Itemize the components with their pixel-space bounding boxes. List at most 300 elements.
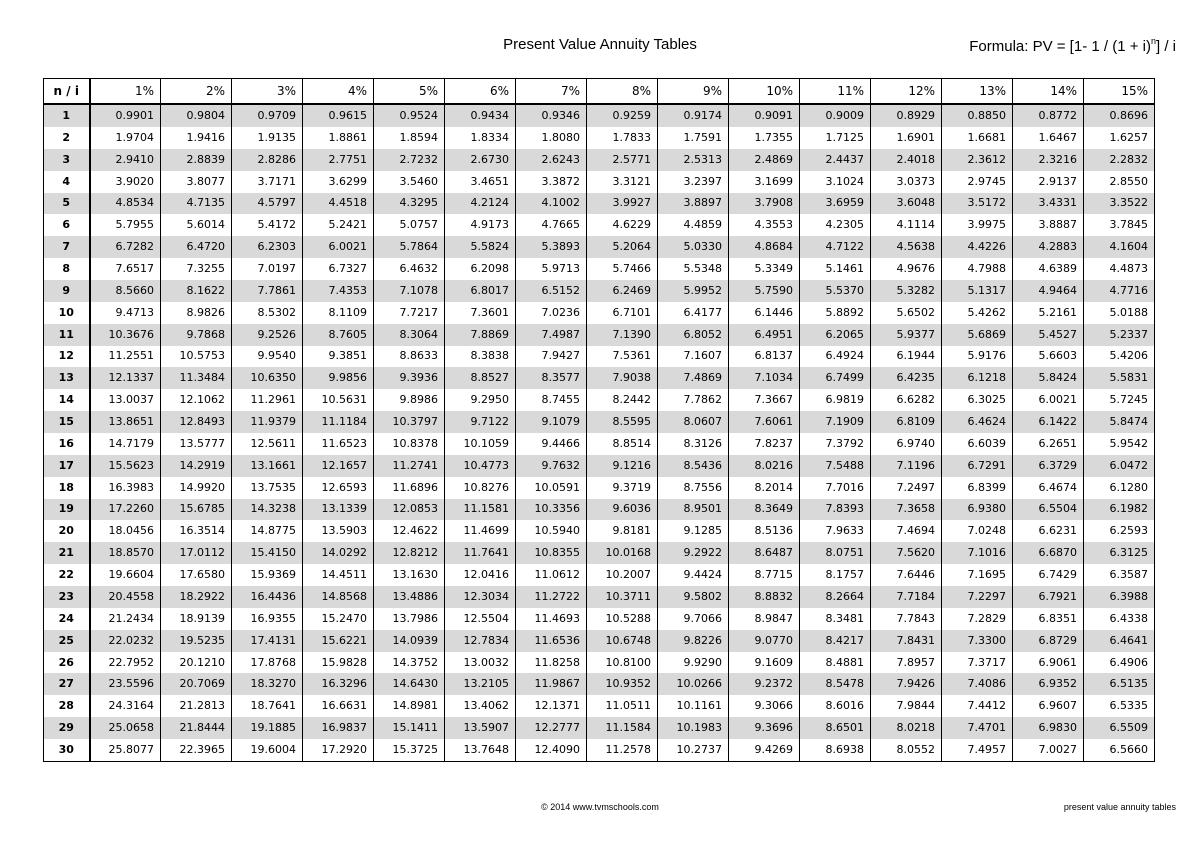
value-cell: 2.6730 (445, 149, 516, 171)
value-cell: 7.1016 (942, 542, 1013, 564)
value-cell: 8.0216 (729, 455, 800, 477)
value-cell: 12.4090 (516, 739, 587, 761)
value-cell: 5.6603 (1013, 346, 1084, 368)
value-cell: 10.6748 (587, 630, 658, 652)
value-cell: 4.9464 (1013, 280, 1084, 302)
value-cell: 9.2922 (658, 542, 729, 564)
value-cell: 10.1983 (658, 717, 729, 739)
value-cell: 10.2007 (587, 564, 658, 586)
value-cell: 6.6870 (1013, 542, 1084, 564)
value-cell: 0.8696 (1084, 104, 1155, 127)
value-cell: 16.3983 (90, 477, 161, 499)
value-cell: 8.4217 (800, 630, 871, 652)
value-cell: 17.6580 (161, 564, 232, 586)
period-cell: 26 (44, 652, 90, 674)
value-cell: 8.2442 (587, 389, 658, 411)
value-cell: 4.7665 (516, 214, 587, 236)
rate-header: 6% (445, 79, 516, 105)
value-cell: 6.7499 (800, 367, 871, 389)
period-cell: 20 (44, 520, 90, 542)
value-cell: 18.2922 (161, 586, 232, 608)
rate-header: 11% (800, 79, 871, 105)
value-cell: 5.0188 (1084, 302, 1155, 324)
value-cell: 9.2526 (232, 324, 303, 346)
value-cell: 6.2065 (800, 324, 871, 346)
corner-label: n / i (44, 79, 90, 105)
value-cell: 5.5831 (1084, 367, 1155, 389)
value-cell: 3.7908 (729, 193, 800, 215)
formula-exponent: n (1150, 36, 1156, 46)
value-cell: 9.7066 (658, 608, 729, 630)
value-cell: 5.8424 (1013, 367, 1084, 389)
table-row (44, 389, 1155, 411)
value-cell: 11.6536 (516, 630, 587, 652)
value-cell: 3.5460 (374, 171, 445, 193)
formula-suffix: ] / i (1155, 38, 1176, 55)
value-cell: 6.9061 (1013, 652, 1084, 674)
table-header-row (44, 79, 1155, 105)
value-cell: 6.7291 (942, 455, 1013, 477)
value-cell: 2.6243 (516, 149, 587, 171)
value-cell: 6.3125 (1084, 542, 1155, 564)
period-cell: 27 (44, 673, 90, 695)
value-cell: 10.0591 (516, 477, 587, 499)
table-row (44, 171, 1155, 193)
table-row (44, 193, 1155, 215)
value-cell: 8.1109 (303, 302, 374, 324)
value-cell: 0.9615 (303, 104, 374, 127)
value-cell: 11.3484 (161, 367, 232, 389)
value-cell: 8.3126 (658, 433, 729, 455)
value-cell: 1.6681 (942, 127, 1013, 149)
value-cell: 20.7069 (161, 673, 232, 695)
value-cell: 8.0607 (658, 411, 729, 433)
value-cell: 21.8444 (161, 717, 232, 739)
value-cell: 3.6959 (800, 193, 871, 215)
value-cell: 8.0751 (800, 542, 871, 564)
value-cell: 15.1411 (374, 717, 445, 739)
rate-header: 14% (1013, 79, 1084, 105)
page-title: Present Value Annuity Tables (503, 36, 697, 53)
value-cell: 14.8775 (232, 520, 303, 542)
value-cell: 8.5478 (800, 673, 871, 695)
value-cell: 5.9542 (1084, 433, 1155, 455)
value-cell: 7.6517 (90, 258, 161, 280)
value-cell: 19.5235 (161, 630, 232, 652)
value-cell: 8.1622 (161, 280, 232, 302)
value-cell: 4.2124 (445, 193, 516, 215)
value-cell: 7.3658 (871, 499, 942, 521)
value-cell: 7.7184 (871, 586, 942, 608)
value-cell: 1.9416 (161, 127, 232, 149)
value-cell: 1.7591 (658, 127, 729, 149)
value-cell: 8.3064 (374, 324, 445, 346)
value-cell: 13.1630 (374, 564, 445, 586)
value-cell: 1.7125 (800, 127, 871, 149)
value-cell: 9.5802 (658, 586, 729, 608)
table-row (44, 280, 1155, 302)
value-cell: 4.9173 (445, 214, 516, 236)
value-cell: 7.7861 (232, 280, 303, 302)
value-cell: 7.4353 (303, 280, 374, 302)
value-cell: 8.1757 (800, 564, 871, 586)
value-cell: 4.4226 (942, 236, 1013, 258)
table-row (44, 258, 1155, 280)
value-cell: 3.3121 (587, 171, 658, 193)
value-cell: 17.2920 (303, 739, 374, 761)
value-cell: 6.9607 (1013, 695, 1084, 717)
value-cell: 5.2421 (303, 214, 374, 236)
value-cell: 12.4622 (374, 520, 445, 542)
value-cell: 7.2497 (871, 477, 942, 499)
value-cell: 11.2551 (90, 346, 161, 368)
period-cell: 29 (44, 717, 90, 739)
table-row (44, 477, 1155, 499)
value-cell: 7.0248 (942, 520, 1013, 542)
value-cell: 7.1390 (587, 324, 658, 346)
value-cell: 6.2651 (1013, 433, 1084, 455)
value-cell: 7.2829 (942, 608, 1013, 630)
value-cell: 6.3025 (942, 389, 1013, 411)
value-cell: 1.9135 (232, 127, 303, 149)
rate-header: 12% (871, 79, 942, 105)
value-cell: 8.3838 (445, 346, 516, 368)
value-cell: 11.0612 (516, 564, 587, 586)
value-cell: 9.4269 (729, 739, 800, 761)
table-row (44, 302, 1155, 324)
value-cell: 8.5436 (658, 455, 729, 477)
value-cell: 8.5302 (232, 302, 303, 324)
value-cell: 3.0373 (871, 171, 942, 193)
period-cell: 1 (44, 104, 90, 127)
value-cell: 0.8772 (1013, 104, 1084, 127)
value-cell: 13.8651 (90, 411, 161, 433)
value-cell: 19.6604 (90, 564, 161, 586)
value-cell: 13.5903 (303, 520, 374, 542)
value-cell: 11.2741 (374, 455, 445, 477)
value-cell: 3.9975 (942, 214, 1013, 236)
rate-header: 7% (516, 79, 587, 105)
value-cell: 6.4624 (942, 411, 1013, 433)
value-cell: 7.7016 (800, 477, 871, 499)
value-cell: 18.8570 (90, 542, 161, 564)
value-cell: 8.2014 (729, 477, 800, 499)
value-cell: 10.9352 (587, 673, 658, 695)
value-cell: 7.8393 (800, 499, 871, 521)
value-cell: 4.2883 (1013, 236, 1084, 258)
value-cell: 6.7282 (90, 236, 161, 258)
period-cell: 3 (44, 149, 90, 171)
value-cell: 5.9952 (658, 280, 729, 302)
value-cell: 6.4951 (729, 324, 800, 346)
value-cell: 1.9704 (90, 127, 161, 149)
value-cell: 12.8212 (374, 542, 445, 564)
value-cell: 14.0939 (374, 630, 445, 652)
value-cell: 22.3965 (161, 739, 232, 761)
value-cell: 22.7952 (90, 652, 161, 674)
value-cell: 10.8276 (445, 477, 516, 499)
value-cell: 16.9837 (303, 717, 374, 739)
value-cell: 4.8684 (729, 236, 800, 258)
value-cell: 1.8861 (303, 127, 374, 149)
value-cell: 14.8981 (374, 695, 445, 717)
table-row (44, 433, 1155, 455)
table-row (44, 346, 1155, 368)
value-cell: 14.8568 (303, 586, 374, 608)
value-cell: 3.8077 (161, 171, 232, 193)
table-row (44, 411, 1155, 433)
value-cell: 12.7834 (445, 630, 516, 652)
value-cell: 6.7429 (1013, 564, 1084, 586)
value-cell: 7.4869 (658, 367, 729, 389)
value-cell: 11.8258 (516, 652, 587, 674)
value-cell: 9.3936 (374, 367, 445, 389)
value-cell: 5.7864 (374, 236, 445, 258)
rate-header: 10% (729, 79, 800, 105)
value-cell: 14.3238 (232, 499, 303, 521)
value-cell: 14.3752 (374, 652, 445, 674)
value-cell: 12.5611 (232, 433, 303, 455)
value-cell: 4.1002 (516, 193, 587, 215)
value-cell: 9.7632 (516, 455, 587, 477)
period-cell: 7 (44, 236, 90, 258)
value-cell: 2.7751 (303, 149, 374, 171)
value-cell: 6.0021 (303, 236, 374, 258)
value-cell: 0.9709 (232, 104, 303, 127)
value-cell: 9.3696 (729, 717, 800, 739)
value-cell: 13.0037 (90, 389, 161, 411)
value-cell: 8.6501 (800, 717, 871, 739)
value-cell: 10.0266 (658, 673, 729, 695)
value-cell: 8.3481 (800, 608, 871, 630)
value-cell: 8.9501 (658, 499, 729, 521)
value-cell: 2.3612 (942, 149, 1013, 171)
value-cell: 7.2297 (942, 586, 1013, 608)
value-cell: 7.4957 (942, 739, 1013, 761)
value-cell: 9.6036 (587, 499, 658, 521)
value-cell: 12.1062 (161, 389, 232, 411)
value-cell: 3.8897 (658, 193, 729, 215)
value-cell: 10.3797 (374, 411, 445, 433)
value-cell: 8.8633 (374, 346, 445, 368)
value-cell: 10.2737 (658, 739, 729, 761)
value-cell: 3.1699 (729, 171, 800, 193)
value-cell: 3.7171 (232, 171, 303, 193)
value-cell: 10.5288 (587, 608, 658, 630)
value-cell: 1.6901 (871, 127, 942, 149)
value-cell: 6.1982 (1084, 499, 1155, 521)
value-cell: 0.9009 (800, 104, 871, 127)
period-cell: 22 (44, 564, 90, 586)
value-cell: 0.9901 (90, 104, 161, 127)
value-cell: 5.5824 (445, 236, 516, 258)
value-cell: 17.8768 (232, 652, 303, 674)
value-cell: 6.8137 (729, 346, 800, 368)
value-cell: 3.1024 (800, 171, 871, 193)
value-cell: 21.2813 (161, 695, 232, 717)
value-cell: 6.1422 (1013, 411, 1084, 433)
value-cell: 2.4869 (729, 149, 800, 171)
period-cell: 18 (44, 477, 90, 499)
value-cell: 7.7862 (658, 389, 729, 411)
value-cell: 5.9377 (871, 324, 942, 346)
value-cell: 0.9259 (587, 104, 658, 127)
value-cell: 25.8077 (90, 739, 161, 761)
value-cell: 17.4131 (232, 630, 303, 652)
table-row (44, 586, 1155, 608)
value-cell: 0.9804 (161, 104, 232, 127)
value-cell: 7.3601 (445, 302, 516, 324)
value-cell: 9.9540 (232, 346, 303, 368)
period-cell: 8 (44, 258, 90, 280)
value-cell: 10.5753 (161, 346, 232, 368)
value-cell: 6.8351 (1013, 608, 1084, 630)
value-cell: 0.9174 (658, 104, 729, 127)
value-cell: 5.4527 (1013, 324, 1084, 346)
value-cell: 9.1079 (516, 411, 587, 433)
value-cell: 6.9352 (1013, 673, 1084, 695)
value-cell: 10.3676 (90, 324, 161, 346)
value-cell: 13.7648 (445, 739, 516, 761)
value-cell: 10.5940 (516, 520, 587, 542)
value-cell: 2.7232 (374, 149, 445, 171)
table-row (44, 499, 1155, 521)
value-cell: 15.6785 (161, 499, 232, 521)
value-cell: 3.9020 (90, 171, 161, 193)
value-cell: 7.1695 (942, 564, 1013, 586)
value-cell: 7.6061 (729, 411, 800, 433)
value-cell: 10.3356 (516, 499, 587, 521)
value-cell: 14.2919 (161, 455, 232, 477)
value-cell: 3.7845 (1084, 214, 1155, 236)
value-cell: 5.2064 (587, 236, 658, 258)
value-cell: 7.4694 (871, 520, 942, 542)
value-cell: 7.5361 (587, 346, 658, 368)
value-cell: 7.1909 (800, 411, 871, 433)
value-cell: 5.9176 (942, 346, 1013, 368)
value-cell: 4.6389 (1013, 258, 1084, 280)
value-cell: 5.6502 (871, 302, 942, 324)
value-cell: 15.6221 (303, 630, 374, 652)
value-cell: 2.8839 (161, 149, 232, 171)
value-cell: 11.2961 (232, 389, 303, 411)
value-cell: 9.8226 (658, 630, 729, 652)
table-row (44, 149, 1155, 171)
value-cell: 6.5504 (1013, 499, 1084, 521)
value-cell: 6.3729 (1013, 455, 1084, 477)
value-cell: 16.9355 (232, 608, 303, 630)
table-row (44, 695, 1155, 717)
value-cell: 4.1114 (871, 214, 942, 236)
value-cell: 12.6593 (303, 477, 374, 499)
table-row (44, 455, 1155, 477)
value-cell: 25.0658 (90, 717, 161, 739)
value-cell: 6.8109 (871, 411, 942, 433)
value-cell: 2.9137 (1013, 171, 1084, 193)
value-cell: 3.5172 (942, 193, 1013, 215)
value-cell: 12.8493 (161, 411, 232, 433)
value-cell: 7.6446 (871, 564, 942, 586)
value-cell: 9.1216 (587, 455, 658, 477)
value-cell: 2.8550 (1084, 171, 1155, 193)
value-cell: 7.3717 (942, 652, 1013, 674)
value-cell: 1.7355 (729, 127, 800, 149)
value-cell: 23.5596 (90, 673, 161, 695)
value-cell: 6.9819 (800, 389, 871, 411)
value-cell: 12.3034 (445, 586, 516, 608)
value-cell: 5.0757 (374, 214, 445, 236)
value-cell: 7.9038 (587, 367, 658, 389)
formula-prefix: Formula: PV = [1- 1 / (1 + i) (969, 38, 1151, 55)
value-cell: 2.5313 (658, 149, 729, 171)
value-cell: 5.1317 (942, 280, 1013, 302)
value-cell: 5.7955 (90, 214, 161, 236)
value-cell: 8.2664 (800, 586, 871, 608)
value-cell: 8.3577 (516, 367, 587, 389)
value-cell: 7.1607 (658, 346, 729, 368)
table-row (44, 717, 1155, 739)
value-cell: 14.6430 (374, 673, 445, 695)
value-cell: 10.1161 (658, 695, 729, 717)
value-cell: 5.8474 (1084, 411, 1155, 433)
value-cell: 6.4924 (800, 346, 871, 368)
footer-label: present value annuity tables (1063, 802, 1176, 812)
value-cell: 9.1609 (729, 652, 800, 674)
value-cell: 10.0168 (587, 542, 658, 564)
value-cell: 12.2777 (516, 717, 587, 739)
value-cell: 11.6896 (374, 477, 445, 499)
table-row (44, 608, 1155, 630)
value-cell: 7.9844 (871, 695, 942, 717)
value-cell: 14.7179 (90, 433, 161, 455)
value-cell: 4.7122 (800, 236, 871, 258)
value-cell: 5.2337 (1084, 324, 1155, 346)
table-row (44, 739, 1155, 761)
value-cell: 9.9290 (658, 652, 729, 674)
period-cell: 10 (44, 302, 90, 324)
value-cell: 3.4331 (1013, 193, 1084, 215)
period-cell: 4 (44, 171, 90, 193)
period-cell: 21 (44, 542, 90, 564)
period-cell: 9 (44, 280, 90, 302)
value-cell: 15.2470 (303, 608, 374, 630)
value-cell: 6.5335 (1084, 695, 1155, 717)
value-cell: 6.4906 (1084, 652, 1155, 674)
value-cell: 8.7715 (729, 564, 800, 586)
value-cell: 6.6039 (942, 433, 1013, 455)
table-body (44, 104, 1155, 762)
value-cell: 7.0027 (1013, 739, 1084, 761)
value-cell: 3.2397 (658, 171, 729, 193)
value-cell: 4.7988 (942, 258, 1013, 280)
value-cell: 7.4086 (942, 673, 1013, 695)
value-cell: 9.8181 (587, 520, 658, 542)
rate-header: 2% (161, 79, 232, 105)
rate-header: 4% (303, 79, 374, 105)
value-cell: 9.3851 (303, 346, 374, 368)
value-cell: 6.5660 (1084, 739, 1155, 761)
value-cell: 6.1280 (1084, 477, 1155, 499)
value-cell: 15.9828 (303, 652, 374, 674)
value-cell: 9.7868 (161, 324, 232, 346)
value-cell: 12.1371 (516, 695, 587, 717)
value-cell: 10.8355 (516, 542, 587, 564)
value-cell: 18.9139 (161, 608, 232, 630)
value-cell: 9.9856 (303, 367, 374, 389)
value-cell: 13.4886 (374, 586, 445, 608)
value-cell: 4.7716 (1084, 280, 1155, 302)
value-cell: 6.4632 (374, 258, 445, 280)
